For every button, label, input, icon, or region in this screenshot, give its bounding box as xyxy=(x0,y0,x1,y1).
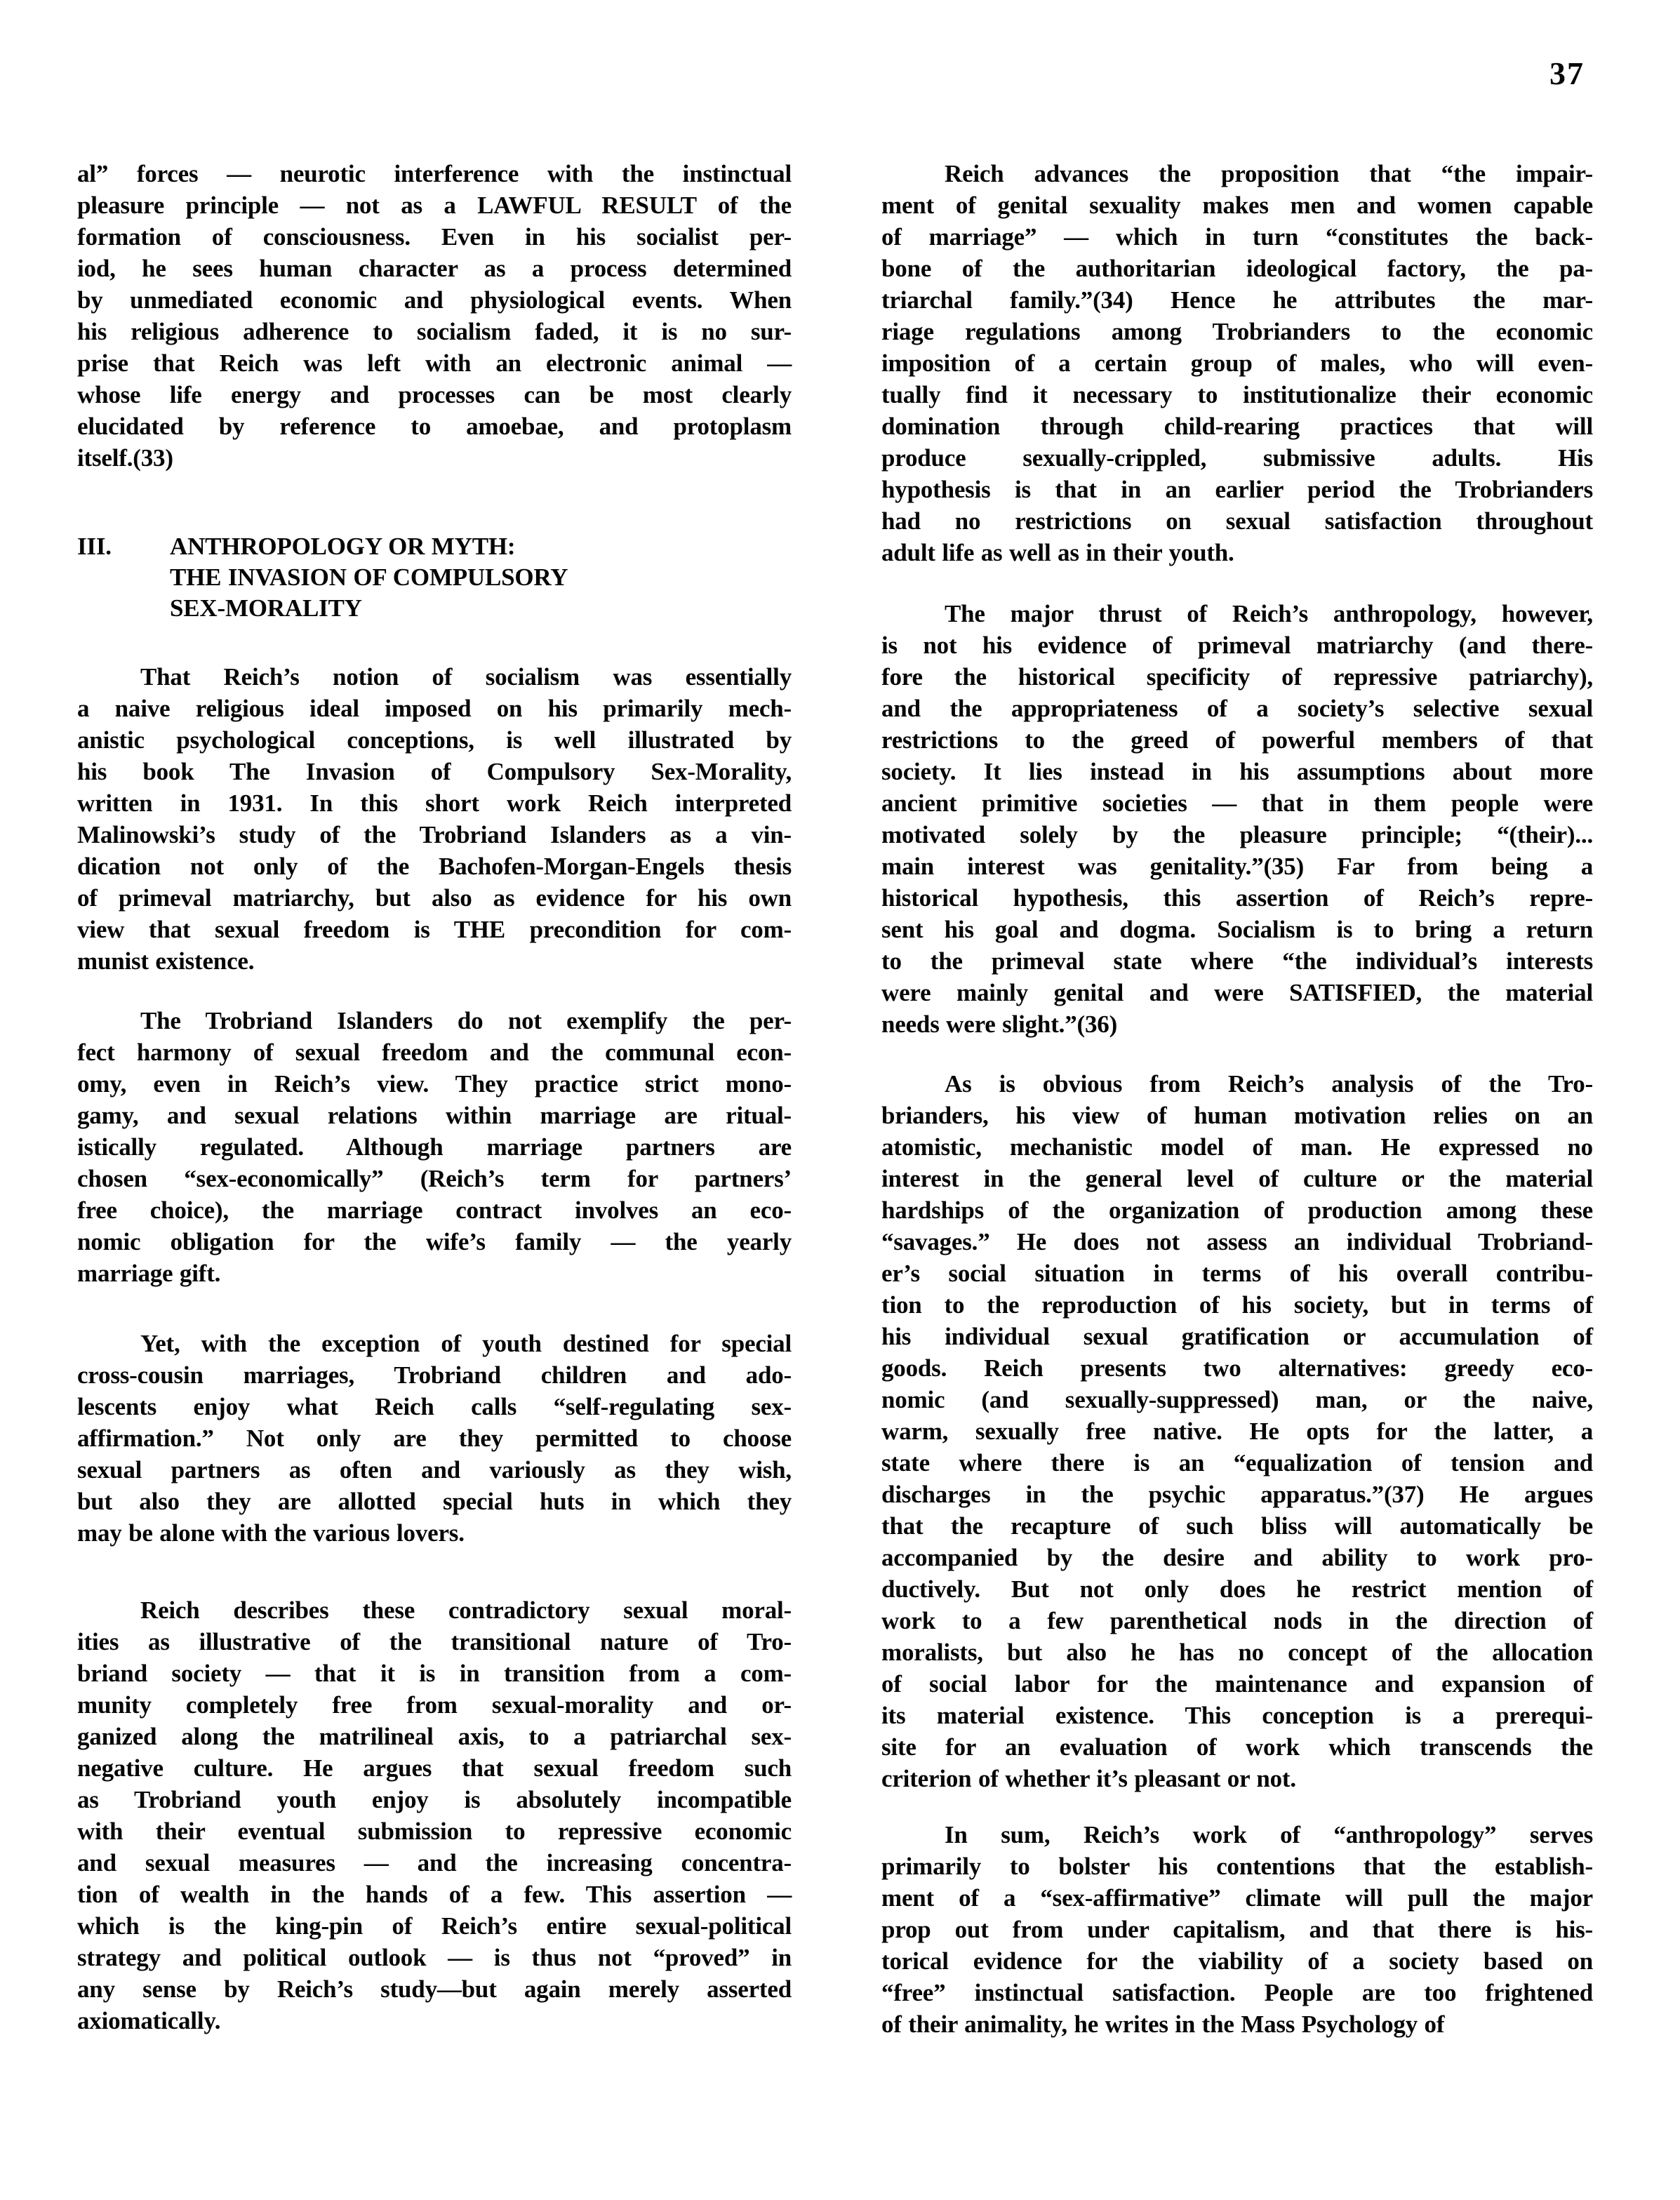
text-line: motivated solely by the pleasure principle; “(their)... xyxy=(881,821,1593,848)
text-line: al” forces — neurotic interference with the instinctual xyxy=(77,160,792,187)
text-line: sent his goal and dogma. Socialism is to bring a return xyxy=(881,916,1593,943)
text-line: nomic obligation for the wife’s family — the yearly xyxy=(77,1228,792,1255)
text-line: riage regulations among Trobrianders to the economic xyxy=(881,318,1593,345)
paragraph xyxy=(77,661,792,977)
paragraph-continuation xyxy=(77,158,792,474)
text-line: “savages.” He does not assess an individual Trobriand- xyxy=(881,1228,1593,1255)
text-line: In sum, Reich’s work of “anthropology” serves xyxy=(945,1821,1593,1848)
text-line: lescents enjoy what Reich calls “self-regulating sex- xyxy=(77,1393,792,1420)
text-line: negative culture. He argues that sexual freedom such xyxy=(77,1754,792,1782)
text-line: of their animality, he writes in the Mass Psychology of xyxy=(881,2011,1445,2038)
text-line: ment of genital sexuality makes men and women capable xyxy=(881,192,1593,219)
paragraph xyxy=(881,158,1593,568)
text-line: omy, even in Reich’s view. They practice strict mono- xyxy=(77,1070,792,1098)
paragraph xyxy=(881,1819,1593,2040)
text-line: nomic (and sexually-suppressed) man, or the naive, xyxy=(881,1386,1593,1413)
text-line: prop out from under capitalism, and that there is his- xyxy=(881,1916,1593,1943)
text-line: istically regulated. Although marriage partners are xyxy=(77,1133,792,1161)
text-line: that the recapture of such bliss will automatically be xyxy=(881,1512,1593,1540)
text-line: Reich advances the proposition that “the impair- xyxy=(945,160,1593,187)
text-line: any sense by Reich’s study—but again merely asserted xyxy=(77,1975,792,2003)
text-line: state where there is an “equalization of tension and xyxy=(881,1449,1593,1476)
text-line: accompanied by the desire and ability to work pro- xyxy=(881,1544,1593,1571)
text-line: tually find it necessary to institutionalize their economic xyxy=(881,381,1593,408)
text-line: is not his evidence of primeval matriarchy (and there- xyxy=(881,632,1593,659)
text-line: bone of the authoritarian ideological factory, the pa- xyxy=(881,255,1593,282)
text-line: hardships of the organization of production among these xyxy=(881,1196,1593,1224)
text-line: ancient primitive societies — that in them people were xyxy=(881,789,1593,817)
text-line: and the appropriateness of a society’s selective sexual xyxy=(881,695,1593,722)
text-line: munity completely free from sexual-morality and or- xyxy=(77,1691,792,1719)
text-line: domination through child-rearing practices that will xyxy=(881,413,1593,440)
text-line: tion of wealth in the hands of a few. This assertion — xyxy=(77,1881,792,1908)
text-line: Malinowski’s study of the Trobriand Islanders as a vin- xyxy=(77,821,792,848)
text-line: his individual sexual gratification or accumulation of xyxy=(881,1323,1593,1350)
text-line: chosen “sex-economically” (Reich’s term for partners’ xyxy=(77,1165,792,1192)
text-line: and sexual measures — and the increasing concentra- xyxy=(77,1849,792,1876)
text-line: whose life energy and processes can be most clearly xyxy=(77,381,792,408)
text-line: elucidated by reference to amoebae, and protoplasm xyxy=(77,413,792,440)
text-line: pleasure principle — not as a LAWFUL RESULT of the xyxy=(77,192,792,219)
text-line: adult life as well as in their youth. xyxy=(881,539,1234,566)
text-line: That Reich’s notion of socialism was essentially xyxy=(140,663,792,691)
text-line: prise that Reich was left with an electronic animal — xyxy=(77,349,792,377)
text-line: his book The Invasion of Compulsory Sex-Morality, xyxy=(77,758,792,785)
text-line: SEX-MORALITY xyxy=(170,594,362,622)
text-line: “free” instinctual satisfaction. People are too frightened xyxy=(881,1979,1593,2006)
paragraph xyxy=(881,1068,1593,1794)
text-line: of primeval matriarchy, but also as evidence for his own xyxy=(77,884,792,912)
text-line: fect harmony of sexual freedom and the communal econ- xyxy=(77,1039,792,1066)
text-line: had no restrictions on sexual satisfaction throughout xyxy=(881,507,1593,535)
text-line: torical evidence for the viability of a society based on xyxy=(881,1947,1593,1975)
text-line: site for an evaluation of work which transcends the xyxy=(881,1733,1593,1761)
paragraph xyxy=(77,1005,792,1289)
text-line: society. It lies instead in his assumptions about more xyxy=(881,758,1593,785)
text-line: of social labor for the maintenance and expansion of xyxy=(881,1670,1593,1698)
text-line: primarily to bolster his contentions that the establish- xyxy=(881,1853,1593,1880)
text-line: ductively. But not only does he restrict mention of xyxy=(881,1575,1593,1603)
text-line: a naive religious ideal imposed on his primarily mech- xyxy=(77,695,792,722)
text-line: The Trobriand Islanders do not exemplify the per- xyxy=(140,1007,792,1034)
text-line: dication not only of the Bachofen-Morgan-Engels thesis xyxy=(77,853,792,880)
text-line: as Trobriand youth enjoy is absolutely incompatible xyxy=(77,1786,792,1813)
text-line: tion to the reproduction of his society, but in terms of xyxy=(881,1291,1593,1319)
text-line: needs were slight.”(36) xyxy=(881,1011,1118,1038)
text-line: Reich describes these contradictory sexual moral- xyxy=(140,1596,792,1624)
text-line: As is obvious from Reich’s analysis of the Tro- xyxy=(945,1070,1593,1098)
paragraph xyxy=(77,1594,792,2036)
paragraph xyxy=(881,598,1593,1040)
text-line: discharges in the psychic apparatus.”(37) He argues xyxy=(881,1481,1593,1508)
text-line: his religious adherence to socialism faded, it is no sur- xyxy=(77,318,792,345)
text-line: briand society — that it is in transition from a com- xyxy=(77,1660,792,1687)
section-heading xyxy=(77,531,792,624)
text-line: but also they are allotted special huts in which they xyxy=(77,1488,792,1515)
text-line: imposition of a certain group of males, who will even- xyxy=(881,349,1593,377)
text-line: its material existence. This conception is a prerequi- xyxy=(881,1702,1593,1729)
text-line: marriage gift. xyxy=(77,1260,221,1287)
text-line: brianders, his view of human motivation relies on an xyxy=(881,1102,1593,1129)
text-line: The major thrust of Reich’s anthropology, however, xyxy=(945,600,1593,627)
text-line: iod, he sees human character as a process determined xyxy=(77,255,792,282)
text-line: view that sexual freedom is THE precondition for com- xyxy=(77,916,792,943)
text-line: triarchal family.”(34) Hence he attributes the mar- xyxy=(881,286,1593,314)
text-line: were mainly genital and were SATISFIED, the material xyxy=(881,979,1593,1006)
text-line: affirmation.” Not only are they permitted to choose xyxy=(77,1425,792,1452)
text-line: gamy, and sexual relations within marriage are ritual- xyxy=(77,1102,792,1129)
text-line: warm, sexually free native. He opts for the latter, a xyxy=(881,1418,1593,1445)
text-line: itself.(33) xyxy=(77,444,173,472)
text-line: historical hypothesis, this assertion of Reich’s repre- xyxy=(881,884,1593,912)
text-line: of marriage” — which in turn “constitutes the back- xyxy=(881,223,1593,251)
left-column xyxy=(77,158,792,2036)
text-line: axiomatically. xyxy=(77,2007,221,2034)
text-line: may be alone with the various lovers. xyxy=(77,1519,465,1547)
text-line: work to a few parenthetical nods in the direction of xyxy=(881,1607,1593,1634)
text-line: moralists, but also he has no concept of the allocation xyxy=(881,1639,1593,1666)
text-line: sexual partners as often and variously as they wish, xyxy=(77,1456,792,1484)
right-column xyxy=(881,158,1593,2040)
text-line: munist existence. xyxy=(77,947,255,975)
text-line: fore the historical specificity of repressive patriarchy), xyxy=(881,663,1593,691)
text-line: interest in the general level of culture or the material xyxy=(881,1165,1593,1192)
text-line: ities as illustrative of the transitional nature of Tro- xyxy=(77,1628,792,1655)
text-line: strategy and political outlook — is thus not “proved” in xyxy=(77,1944,792,1971)
text-line: by unmediated economic and physiological events. When xyxy=(77,286,792,314)
text-line: main interest was genitality.”(35) Far from being a xyxy=(881,853,1593,880)
text-line: THE INVASION OF COMPULSORY xyxy=(170,564,568,591)
text-line: anistic psychological conceptions, is well illustrated by xyxy=(77,726,792,754)
text-line: to the primeval state where “the individual’s interests xyxy=(881,947,1593,975)
paragraph xyxy=(77,1328,792,1549)
text-line: produce sexually-crippled, submissive adults. His xyxy=(881,444,1593,472)
text-line: goods. Reich presents two alternatives: greedy eco- xyxy=(881,1354,1593,1382)
text-line: atomistic, mechanistic model of man. He expressed no xyxy=(881,1133,1593,1161)
text-line: restrictions to the greed of powerful members of that xyxy=(881,726,1593,754)
text-line: ANTHROPOLOGY OR MYTH: xyxy=(170,533,516,560)
text-line: criterion of whether it’s pleasant or not. xyxy=(881,1765,1296,1792)
text-line: with their eventual submission to repressive economic xyxy=(77,1818,792,1845)
section-numeral: III. xyxy=(77,533,112,560)
text-line: ganized along the matrilineal axis, to a patriarchal sex- xyxy=(77,1723,792,1750)
text-line: cross-cousin marriages, Trobriand children and ado- xyxy=(77,1361,792,1389)
text-line: formation of consciousness. Even in his socialist per- xyxy=(77,223,792,251)
page-number: 37 xyxy=(1549,55,1585,91)
text-line: written in 1931. In this short work Reich interpreted xyxy=(77,789,792,817)
text-line: which is the king-pin of Reich’s entire sexual-political xyxy=(77,1912,792,1940)
text-line: hypothesis is that in an earlier period the Trobrianders xyxy=(881,476,1593,503)
section-heading-lines xyxy=(170,531,792,624)
text-line: er’s social situation in terms of his overall contribu- xyxy=(881,1260,1593,1287)
text-line: free choice), the marriage contract involves an eco- xyxy=(77,1196,792,1224)
text-line: Yet, with the exception of youth destined for special xyxy=(140,1330,792,1357)
text-line: ment of a “sex-affirmative” climate will pull the major xyxy=(881,1884,1593,1912)
